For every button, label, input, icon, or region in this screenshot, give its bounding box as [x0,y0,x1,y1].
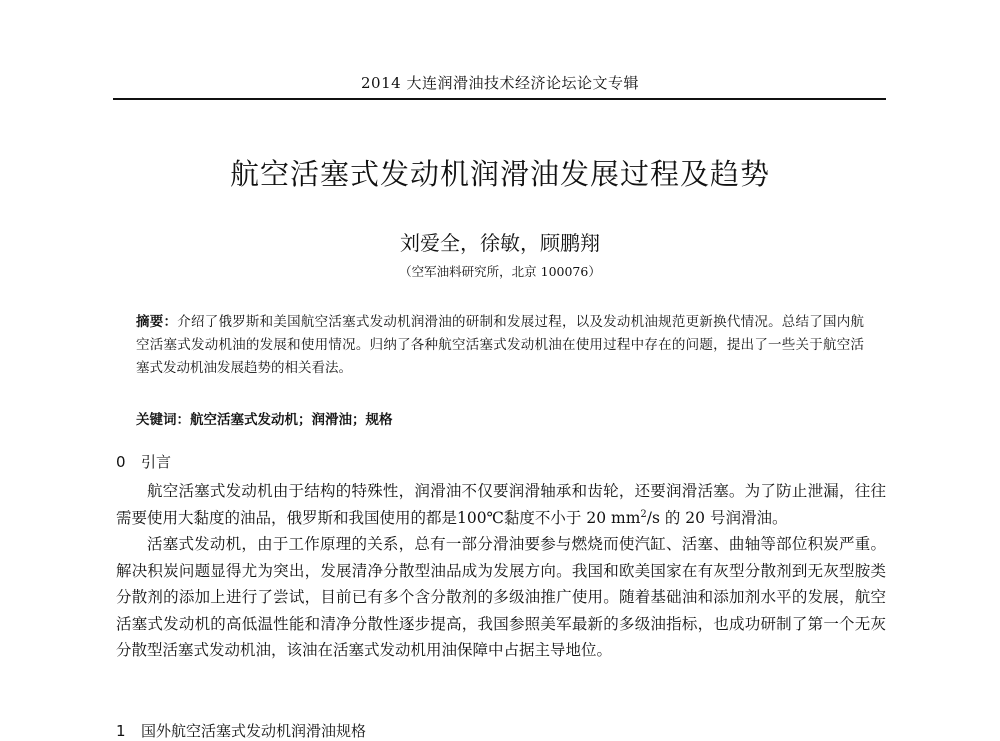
keywords [136,408,864,428]
abstract-text: 介绍了俄罗斯和美国航空活塞式发动机润滑油的研制和发展过程，以及发动机油规范更新换代情况。总结了国内航空活塞式发动机油的发展和使用情况。归纳了各种航空活塞式发动机油在使用过程中存在的问题，提出了一些关于航空活塞式发动机油发展趋势的相关看法。 [136,314,865,376]
keywords-text: 航空活塞式发动机；润滑油；规格 [190,412,393,428]
article-title: 航空活塞式发动机润滑油发展过程及趋势 [229,157,770,191]
superscript: 2 [640,508,647,520]
article-authors: 刘爱全，徐敏，顾鹏翔 [400,231,600,255]
paragraph-text: 航空活塞式发动机由于结构的特殊性，润滑油不仅要润滑轴承和齿轮，还要润滑活塞。为了防止泄漏，往往需要使用大黏度的油品，俄罗斯和我国使用的都是100℃黏度不小于 20 mm [116,482,886,527]
abstract [136,311,864,380]
article-affiliation: （空军油料研究所，北京 100076） [399,264,601,279]
paragraph [116,478,886,531]
section-number: 0 [116,453,126,471]
section-heading-foreign-specs [116,720,366,741]
abstract-label: 摘要： [136,314,178,330]
section-number: 1 [116,722,126,740]
running-head: 2014 大连润滑油技术经济论坛论文专辑 [361,74,639,92]
paragraph-text: /s 的 20 号润滑油。 [646,508,788,527]
paragraph: 活塞式发动机，由于工作原理的关系，总有一部分滑油要参与燃烧而使汽缸、活塞、曲轴等部位积炭严重。解决积炭问题显得尤为突出，发展清净分散型油品成为发展方向。我国和欧美国家在有灰型分散剂到无灰型胺类分散剂的添加上进行了尝试，目前已有多个含分散剂的多级油推广使用。随着基础油和添加剂水平的发展，航空活塞式发动机的高低温性能和清净分散性逐步提高，我国参照美军最新的多级油指标，也成功研制了第一个无灰分散型活塞式发动机油，该油在活塞式发动机用油保障中占据主导地位。 [116,535,886,659]
header-rule [113,98,886,100]
section-title: 国外航空活塞式发动机润滑油规格 [141,722,367,740]
section-title: 引言 [141,453,172,471]
section-heading-introduction [116,451,171,472]
keywords-label: 关键词： [136,412,190,428]
introduction-body [116,478,886,664]
